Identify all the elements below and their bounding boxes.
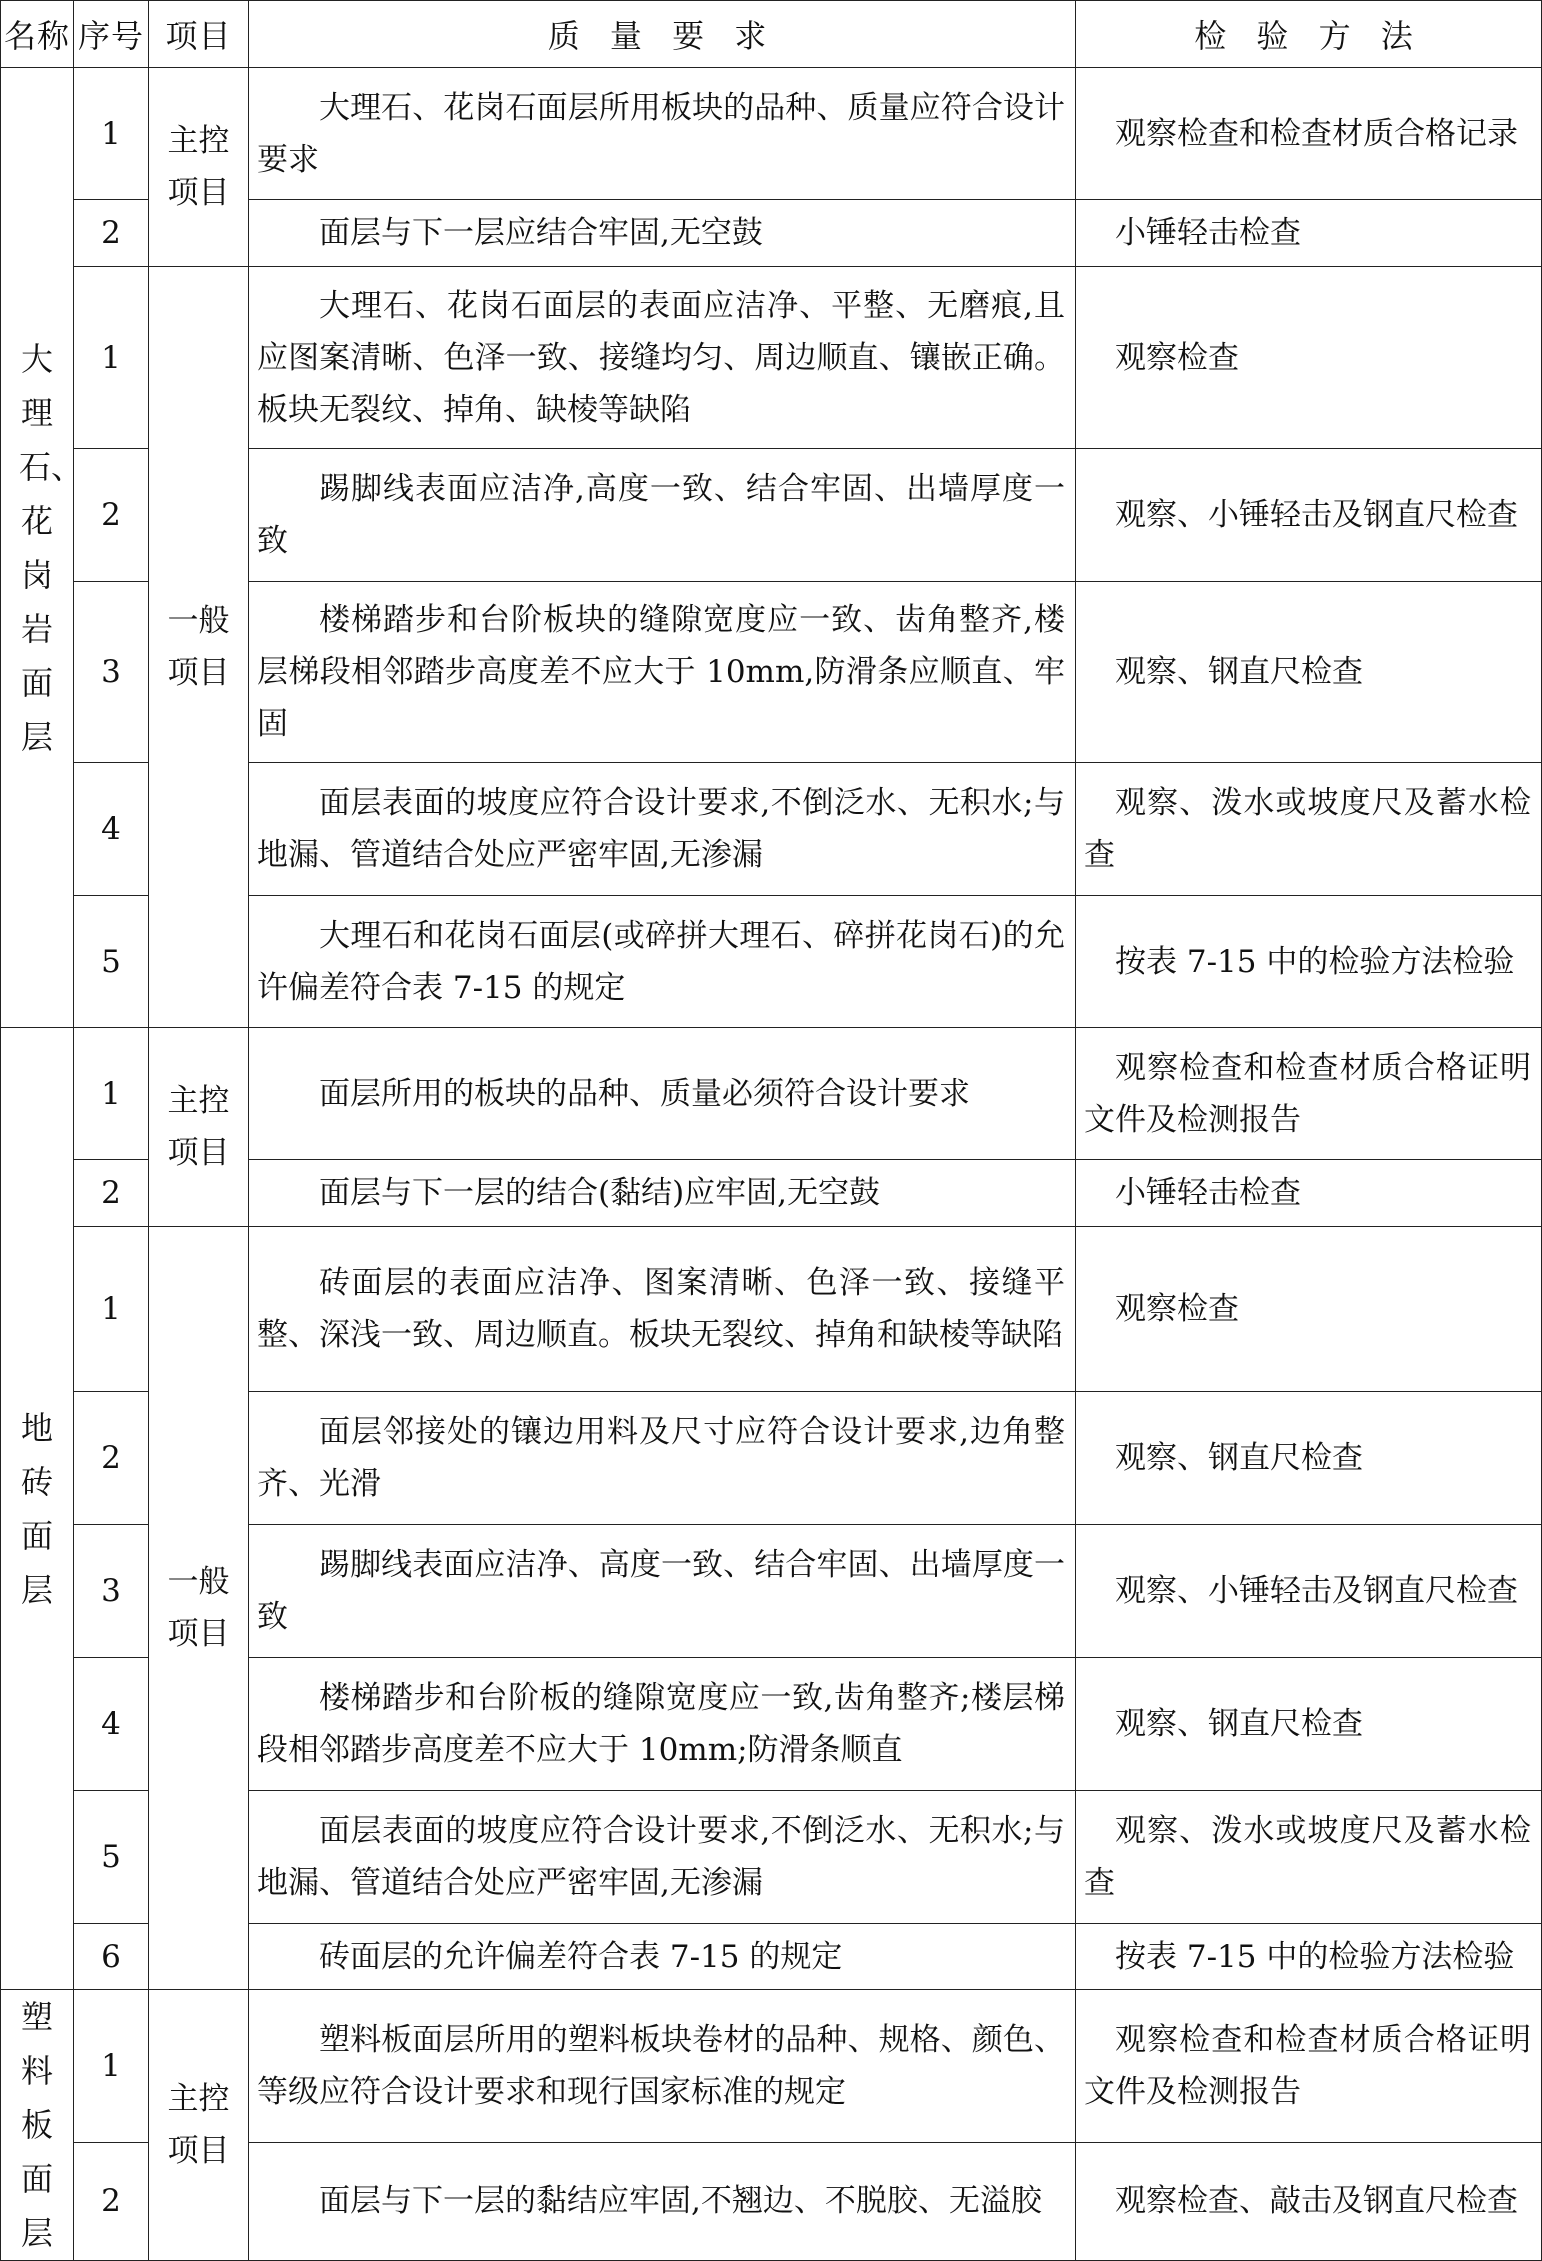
quality-requirement xyxy=(249,896,1076,1028)
quality-requirement-text: 面层表面的坡度应符合设计要求,不倒泛水、无积水;与地漏、管道结合处应严密牢固,无渗漏 xyxy=(257,785,1065,873)
quality-requirement-text: 踢脚线表面应洁净、高度一致、结合牢固、出墙厚度一致 xyxy=(257,1547,1065,1635)
item-category-text: 一般项目 xyxy=(167,603,230,691)
inspection-method xyxy=(1076,1990,1542,2143)
row-seq: 4 xyxy=(74,763,149,896)
row-seq: 2 xyxy=(74,2142,149,2260)
row-seq: 5 xyxy=(74,1791,149,1924)
section-name-text: 塑料板面层 xyxy=(20,1998,53,2252)
header-item: 项目 xyxy=(149,1,249,68)
inspection-method xyxy=(1076,267,1542,449)
header-seq: 序号 xyxy=(74,1,149,68)
row-seq: 2 xyxy=(74,1160,149,1227)
inspection-method-text: 小锤轻击检查 xyxy=(1115,215,1301,251)
quality-requirement-text: 面层表面的坡度应符合设计要求,不倒泛水、无积水;与地漏、管道结合处应严密牢固,无渗漏 xyxy=(257,1813,1065,1901)
item-category-text: 一般项目 xyxy=(167,1564,230,1652)
inspection-method-text: 观察检查和检查材质合格记录 xyxy=(1115,115,1518,152)
row-seq: 1 xyxy=(74,267,149,449)
inspection-method-text: 观察检查 xyxy=(1115,1291,1239,1327)
inspection-method-text: 观察、钢直尺检查 xyxy=(1115,1706,1363,1742)
row-seq: 4 xyxy=(74,1658,149,1791)
row-seq: 6 xyxy=(74,1924,149,1990)
row-seq: 1 xyxy=(74,1227,149,1392)
row-seq: 2 xyxy=(74,449,149,582)
quality-requirement xyxy=(249,582,1076,763)
quality-requirement-text: 砖面层的允许偏差符合表 7-15 的规定 xyxy=(319,1938,843,1975)
quality-requirement xyxy=(249,1160,1076,1227)
item-category xyxy=(149,1990,249,2261)
inspection-method xyxy=(1076,1525,1542,1658)
table-row xyxy=(1,1028,1542,1160)
section-name xyxy=(1,68,84,1028)
item-category xyxy=(149,267,249,1028)
section-name xyxy=(1,1990,74,2261)
inspection-method xyxy=(1076,449,1542,582)
quality-requirement xyxy=(249,1227,1076,1392)
inspection-method-text: 观察、泼水或坡度尺及蓄水检查 xyxy=(1084,785,1531,873)
inspection-method-text: 观察检查和检查材质合格证明文件及检测报告 xyxy=(1084,1049,1531,1138)
inspection-method-text: 观察、小锤轻击及钢直尺检查 xyxy=(1115,497,1518,533)
inspection-method-text: 观察、泼水或坡度尺及蓄水检查 xyxy=(1084,1813,1531,1901)
inspection-method xyxy=(1076,1392,1542,1525)
quality-requirement-text: 面层与下一层应结合牢固,无空鼓 xyxy=(319,215,763,251)
header-name: 名称 xyxy=(1,1,74,68)
quality-requirement xyxy=(249,2142,1076,2260)
table-row xyxy=(1,1990,1542,2143)
inspection-method xyxy=(1076,582,1542,763)
inspection-method xyxy=(1076,763,1542,896)
header-requirement: 质 量 要 求 xyxy=(249,1,1076,68)
inspection-method xyxy=(1076,1658,1542,1791)
inspection-method xyxy=(1076,200,1542,267)
row-seq: 2 xyxy=(74,200,149,267)
header-method: 检 验 方 法 xyxy=(1076,1,1542,68)
inspection-method xyxy=(1076,1028,1542,1160)
quality-requirement xyxy=(249,1525,1076,1658)
quality-requirement-text: 面层与下一层的结合(黏结)应牢固,无空鼓 xyxy=(319,1175,881,1211)
inspection-method-text: 观察、小锤轻击及钢直尺检查 xyxy=(1115,1573,1518,1609)
inspection-method xyxy=(1076,896,1542,1028)
quality-requirement-text: 塑料板面层所用的塑料板块卷材的品种、规格、颜色、等级应符合设计要求和现行国家标准的规定 xyxy=(257,2021,1065,2110)
quality-requirement xyxy=(249,1990,1076,2143)
item-category-text: 主控项目 xyxy=(167,123,230,211)
quality-requirement xyxy=(249,1028,1076,1160)
section-name-text: 地砖面层 xyxy=(20,1408,53,1609)
header-row xyxy=(1,1,1542,68)
row-seq: 5 xyxy=(74,896,149,1028)
quality-requirement-text: 面层邻接处的镶边用料及尺寸应符合设计要求,边角整齐、光滑 xyxy=(257,1414,1065,1502)
row-seq: 1 xyxy=(74,68,149,200)
inspection-method-text: 按表 7-15 中的检验方法检验 xyxy=(1115,1938,1515,1975)
quality-requirement xyxy=(249,1924,1076,1990)
quality-requirement-text: 楼梯踏步和台阶板的缝隙宽度应一致,齿角整齐;楼层梯段相邻踏步高度差不应大于 10mm;防滑条顺直 xyxy=(257,1680,1065,1768)
quality-requirement xyxy=(249,1658,1076,1791)
inspection-method-text: 观察检查、敲击及钢直尺检查 xyxy=(1115,2183,1518,2220)
quality-requirement-text: 面层所用的板块的品种、质量必须符合设计要求 xyxy=(319,1075,970,1112)
row-seq: 2 xyxy=(74,1392,149,1525)
quality-requirement xyxy=(249,68,1076,200)
row-seq: 1 xyxy=(74,1028,149,1160)
item-category xyxy=(149,68,249,267)
table-row xyxy=(1,68,1542,200)
row-seq: 3 xyxy=(74,582,149,763)
quality-requirement-text: 砖面层的表面应洁净、图案清晰、色泽一致、接缝平整、深浅一致、周边顺直。板块无裂纹、掉角和缺棱等缺陷 xyxy=(257,1265,1065,1353)
inspection-method xyxy=(1076,1924,1542,1990)
inspection-method xyxy=(1076,1160,1542,1227)
inspection-method xyxy=(1076,1791,1542,1924)
inspection-method-text: 观察、钢直尺检查 xyxy=(1115,1440,1363,1476)
inspection-method xyxy=(1076,2142,1542,2260)
row-seq: 3 xyxy=(74,1525,149,1658)
table-row xyxy=(1,1227,1542,1392)
quality-requirement xyxy=(249,1392,1076,1525)
quality-requirement xyxy=(249,763,1076,896)
inspection-method-text: 小锤轻击检查 xyxy=(1115,1175,1301,1211)
item-category-text: 主控项目 xyxy=(167,1083,230,1171)
quality-requirement-text: 大理石、花岗石面层的表面应洁净、平整、无磨痕,且应图案清晰、色泽一致、接缝均匀、周边顺直、镶嵌正确。板块无裂纹、掉角、缺棱等缺陷 xyxy=(257,287,1065,428)
inspection-method xyxy=(1076,68,1542,200)
quality-requirement xyxy=(249,449,1076,582)
quality-requirement-text: 大理石、花岗石面层所用板块的品种、质量应符合设计要求 xyxy=(257,89,1065,178)
inspection-method xyxy=(1076,1227,1542,1392)
row-seq: 1 xyxy=(74,1990,149,2143)
quality-requirement xyxy=(249,267,1076,449)
inspection-method-text: 观察检查和检查材质合格证明文件及检测报告 xyxy=(1084,2021,1531,2110)
section-name xyxy=(1,1028,74,1990)
section-name-text: 大理石、花岗岩面层 xyxy=(19,339,84,756)
inspection-method-text: 观察、钢直尺检查 xyxy=(1115,654,1363,690)
item-category-text: 主控项目 xyxy=(167,2081,230,2169)
quality-requirement-text: 大理石和花岗石面层(或碎拼大理石、碎拼花岗石)的允许偏差符合表 7-15 的规定 xyxy=(257,917,1065,1006)
quality-requirement xyxy=(249,1791,1076,1924)
table-row xyxy=(1,267,1542,449)
item-category xyxy=(149,1028,249,1227)
quality-requirement-text: 踢脚线表面应洁净,高度一致、结合牢固、出墙厚度一致 xyxy=(257,471,1065,559)
inspection-method-text: 观察检查 xyxy=(1115,339,1239,376)
quality-requirement-text: 楼梯踏步和台阶板块的缝隙宽度应一致、齿角整齐,楼层梯段相邻踏步高度差不应大于 10mm,防滑条应顺直、牢固 xyxy=(257,602,1065,742)
inspection-method-text: 按表 7-15 中的检验方法检验 xyxy=(1115,943,1515,980)
quality-requirement xyxy=(249,200,1076,267)
quality-requirement-text: 面层与下一层的黏结应牢固,不翘边、不脱胶、无溢胶 xyxy=(319,2183,1042,2220)
item-category xyxy=(149,1227,249,1990)
